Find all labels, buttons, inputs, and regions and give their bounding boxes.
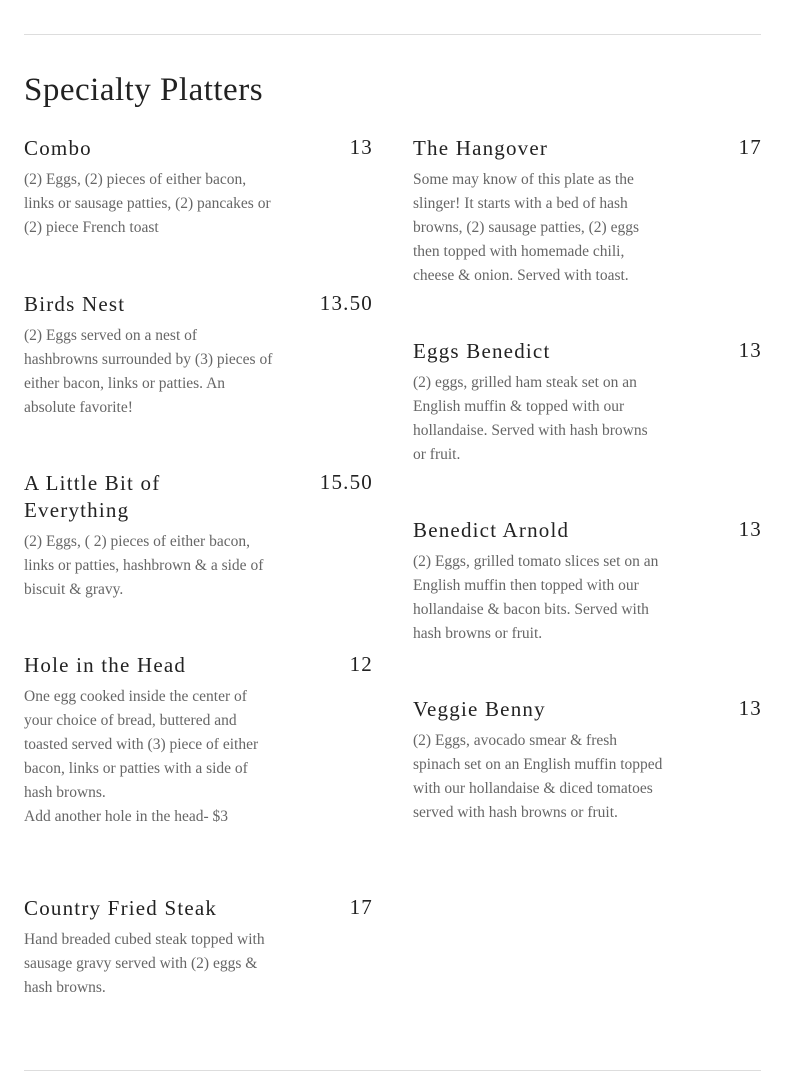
item-name: Eggs Benedict <box>413 339 551 363</box>
menu-item <box>413 696 762 825</box>
menu-item <box>413 135 762 288</box>
item-description: (2) Eggs, ( 2) pieces of either bacon, links or patties, hashbrown & a side of biscuit & gravy. <box>24 533 264 598</box>
menu-item <box>24 291 373 420</box>
item-description: (2) Eggs, avocado smear & fresh spinach set on an English muffin topped with our hollandaise & diced tomatoes served with hash browns or fruit. <box>413 732 663 821</box>
item-description: (2) Eggs, grilled tomato slices set on an English muffin then topped with our hollandaise & bacon bits. Served with hash browns or fruit. <box>413 553 659 642</box>
item-name: Benedict Arnold <box>413 518 570 542</box>
item-name: Country Fried Steak <box>24 896 218 920</box>
menu-item <box>413 338 762 467</box>
item-description: (2) Eggs served on a nest of hashbrowns surrounded by (3) pieces of either bacon, links or patties. An absolute favorite! <box>24 327 273 416</box>
item-price: 13 <box>349 135 373 159</box>
item-price: 15.50 <box>319 470 373 494</box>
menu-item <box>24 895 373 1000</box>
menu-item <box>413 517 762 646</box>
item-description: One egg cooked inside the center of your choice of bread, buttered and toasted served with (3) piece of either bacon, links or patties with a side of hash browns. Add another hole in the head- $3 <box>24 688 259 825</box>
item-price: 12 <box>349 652 373 676</box>
menu-item <box>24 652 373 829</box>
bottom-divider <box>24 1070 761 1071</box>
item-name: Combo <box>24 136 92 160</box>
item-price: 13.50 <box>319 291 373 315</box>
item-price: 13 <box>738 338 762 362</box>
item-name: A Little Bit of Everything <box>24 471 161 522</box>
section-title: Specialty Platters <box>24 72 264 108</box>
item-price: 17 <box>349 895 373 919</box>
item-price: 17 <box>738 135 762 159</box>
item-description: (2) Eggs, (2) pieces of either bacon, links or sausage patties, (2) pancakes or (2) piece French toast <box>24 171 271 236</box>
menu-column-right <box>413 135 762 825</box>
item-price: 13 <box>738 517 762 541</box>
item-description: (2) eggs, grilled ham steak set on an English muffin & topped with our hollandaise. Served with hash browns or fruit. <box>413 374 648 463</box>
item-name: The Hangover <box>413 136 549 160</box>
top-divider <box>24 34 761 35</box>
menu-item <box>24 470 373 602</box>
item-name: Veggie Benny <box>413 697 546 721</box>
item-description: Hand breaded cubed steak topped with sausage gravy served with (2) eggs & hash browns. <box>24 931 265 996</box>
item-price: 13 <box>738 696 762 720</box>
item-name: Birds Nest <box>24 292 126 316</box>
item-name: Hole in the Head <box>24 653 187 677</box>
menu-item <box>24 135 373 240</box>
item-description: Some may know of this plate as the slinger! It starts with a bed of hash browns, (2) sausage patties, (2) eggs then topped with homemade chili, cheese & onion. Served with toast. <box>413 171 639 284</box>
menu-column-left <box>24 135 373 1000</box>
